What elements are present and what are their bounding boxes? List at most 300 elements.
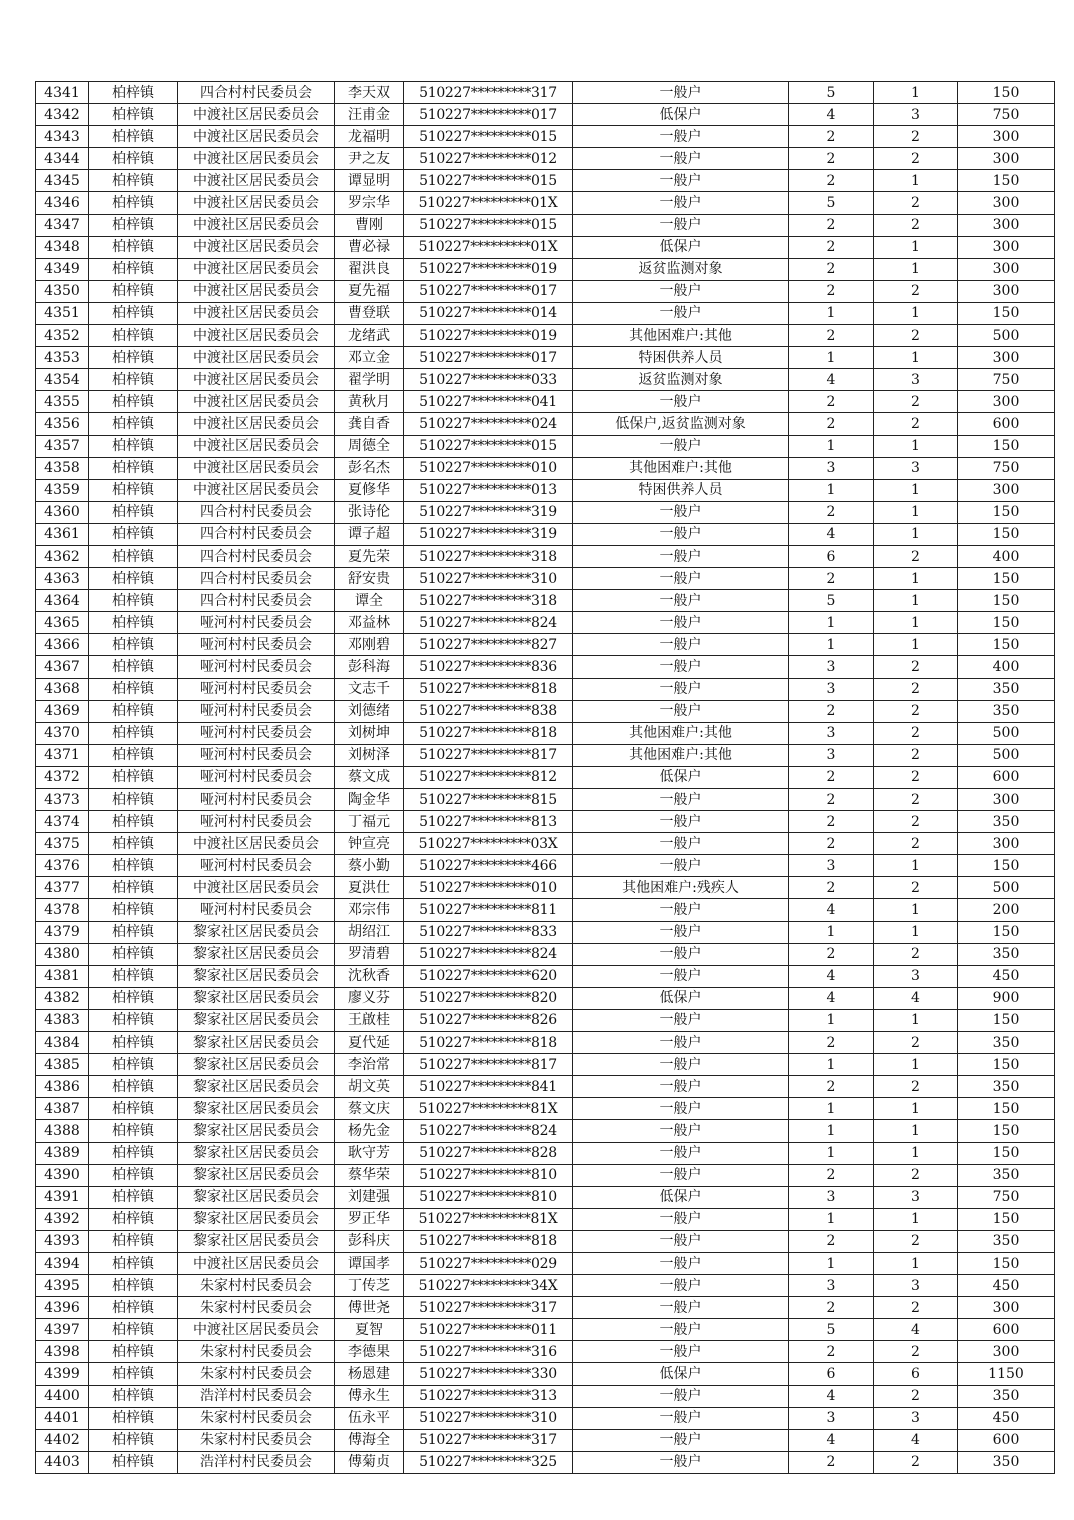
table-row (36, 545, 1055, 567)
table-row (36, 1319, 1055, 1341)
table-row (36, 148, 1055, 170)
subsidized-count-cell: 2 (874, 192, 958, 214)
household-type-cell: 一般户 (573, 789, 789, 811)
household-type-cell: 一般户 (573, 921, 789, 943)
town-cell: 柏梓镇 (89, 766, 178, 788)
committee-cell: 哑河村村民委员会 (178, 634, 335, 656)
household-type-cell: 一般户 (573, 700, 789, 722)
amount-cell: 300 (958, 258, 1055, 280)
committee-cell: 中渡社区居民委员会 (178, 347, 335, 369)
household-type-cell: 一般户 (573, 214, 789, 236)
id-number-cell: 510227*********824 (404, 1120, 573, 1142)
name-cell: 罗清碧 (335, 943, 404, 965)
row-number-cell: 4402 (36, 1429, 89, 1451)
id-number-cell: 510227*********017 (404, 280, 573, 302)
subsidized-count-cell: 1 (874, 236, 958, 258)
town-cell: 柏梓镇 (89, 678, 178, 700)
name-cell: 傅菊贞 (335, 1451, 404, 1473)
town-cell: 柏梓镇 (89, 413, 178, 435)
household-size-cell: 1 (789, 1252, 874, 1274)
subsidized-count-cell: 1 (874, 1120, 958, 1142)
row-number-cell: 4393 (36, 1230, 89, 1252)
row-number-cell: 4364 (36, 590, 89, 612)
household-size-cell: 5 (789, 192, 874, 214)
id-number-cell: 510227*********826 (404, 1009, 573, 1031)
subsidized-count-cell: 1 (874, 1098, 958, 1120)
household-size-cell: 2 (789, 413, 874, 435)
id-number-cell: 510227*********310 (404, 1407, 573, 1429)
table-row (36, 590, 1055, 612)
household-size-cell: 4 (789, 369, 874, 391)
name-cell: 龙福明 (335, 126, 404, 148)
subsidized-count-cell: 1 (874, 479, 958, 501)
table-row (36, 1076, 1055, 1098)
town-cell: 柏梓镇 (89, 921, 178, 943)
household-size-cell: 2 (789, 811, 874, 833)
subsidized-count-cell: 1 (874, 347, 958, 369)
row-number-cell: 4379 (36, 921, 89, 943)
household-size-cell: 2 (789, 325, 874, 347)
row-number-cell: 4386 (36, 1076, 89, 1098)
town-cell: 柏梓镇 (89, 501, 178, 523)
row-number-cell: 4391 (36, 1186, 89, 1208)
household-size-cell: 4 (789, 987, 874, 1009)
row-number-cell: 4390 (36, 1164, 89, 1186)
committee-cell: 四合村村民委员会 (178, 82, 335, 104)
subsidized-count-cell: 2 (874, 148, 958, 170)
name-cell: 汪甫金 (335, 104, 404, 126)
household-size-cell: 2 (789, 568, 874, 590)
amount-cell: 350 (958, 1076, 1055, 1098)
name-cell: 夏修华 (335, 479, 404, 501)
amount-cell: 450 (958, 1275, 1055, 1297)
town-cell: 柏梓镇 (89, 214, 178, 236)
id-number-cell: 510227*********010 (404, 457, 573, 479)
committee-cell: 四合村村民委员会 (178, 590, 335, 612)
town-cell: 柏梓镇 (89, 943, 178, 965)
amount-cell: 150 (958, 170, 1055, 192)
name-cell: 罗正华 (335, 1208, 404, 1230)
row-number-cell: 4366 (36, 634, 89, 656)
town-cell: 柏梓镇 (89, 1186, 178, 1208)
subsidized-count-cell: 2 (874, 877, 958, 899)
town-cell: 柏梓镇 (89, 479, 178, 501)
subsidized-count-cell: 4 (874, 1319, 958, 1341)
town-cell: 柏梓镇 (89, 1275, 178, 1297)
row-number-cell: 4403 (36, 1451, 89, 1473)
row-number-cell: 4353 (36, 347, 89, 369)
name-cell: 丁传芝 (335, 1275, 404, 1297)
table-row (36, 258, 1055, 280)
row-number-cell: 4360 (36, 501, 89, 523)
subsidized-count-cell: 2 (874, 214, 958, 236)
household-size-cell: 2 (789, 501, 874, 523)
name-cell: 谭显明 (335, 170, 404, 192)
household-size-cell: 2 (789, 700, 874, 722)
id-number-cell: 510227*********017 (404, 104, 573, 126)
town-cell: 柏梓镇 (89, 1385, 178, 1407)
household-size-cell: 1 (789, 1009, 874, 1031)
row-number-cell: 4382 (36, 987, 89, 1009)
id-number-cell: 510227*********820 (404, 987, 573, 1009)
committee-cell: 中渡社区居民委员会 (178, 280, 335, 302)
committee-cell: 中渡社区居民委员会 (178, 435, 335, 457)
town-cell: 柏梓镇 (89, 634, 178, 656)
committee-cell: 黎家社区居民委员会 (178, 1164, 335, 1186)
household-size-cell: 2 (789, 280, 874, 302)
row-number-cell: 4350 (36, 280, 89, 302)
household-type-cell: 特困供养人员 (573, 347, 789, 369)
amount-cell: 150 (958, 612, 1055, 634)
table-row (36, 1252, 1055, 1274)
amount-cell: 600 (958, 413, 1055, 435)
committee-cell: 哑河村村民委员会 (178, 744, 335, 766)
row-number-cell: 4357 (36, 435, 89, 457)
row-number-cell: 4345 (36, 170, 89, 192)
id-number-cell: 510227*********466 (404, 855, 573, 877)
town-cell: 柏梓镇 (89, 347, 178, 369)
subsidized-count-cell: 2 (874, 1385, 958, 1407)
amount-cell: 350 (958, 1032, 1055, 1054)
household-size-cell: 2 (789, 148, 874, 170)
id-number-cell: 510227*********827 (404, 634, 573, 656)
id-number-cell: 510227*********017 (404, 347, 573, 369)
town-cell: 柏梓镇 (89, 236, 178, 258)
committee-cell: 中渡社区居民委员会 (178, 1319, 335, 1341)
id-number-cell: 510227*********317 (404, 82, 573, 104)
household-type-cell: 一般户 (573, 391, 789, 413)
subsidized-count-cell: 3 (874, 104, 958, 126)
town-cell: 柏梓镇 (89, 545, 178, 567)
id-number-cell: 510227*********041 (404, 391, 573, 413)
table-row (36, 634, 1055, 656)
subsidized-count-cell: 3 (874, 965, 958, 987)
table-row (36, 126, 1055, 148)
amount-cell: 600 (958, 766, 1055, 788)
amount-cell: 150 (958, 1208, 1055, 1230)
row-number-cell: 4377 (36, 877, 89, 899)
household-type-cell: 一般户 (573, 170, 789, 192)
town-cell: 柏梓镇 (89, 1142, 178, 1164)
table-row (36, 722, 1055, 744)
id-number-cell: 510227*********010 (404, 877, 573, 899)
id-number-cell: 510227*********319 (404, 501, 573, 523)
id-number-cell: 510227*********330 (404, 1363, 573, 1385)
household-size-cell: 2 (789, 1341, 874, 1363)
committee-cell: 哑河村村民委员会 (178, 855, 335, 877)
amount-cell: 450 (958, 965, 1055, 987)
household-type-cell: 一般户 (573, 1098, 789, 1120)
row-number-cell: 4362 (36, 545, 89, 567)
table-row (36, 1054, 1055, 1076)
household-type-cell: 一般户 (573, 1208, 789, 1230)
household-type-cell: 一般户 (573, 192, 789, 214)
town-cell: 柏梓镇 (89, 1319, 178, 1341)
name-cell: 曹必禄 (335, 236, 404, 258)
committee-cell: 哑河村村民委员会 (178, 722, 335, 744)
household-type-cell: 一般户 (573, 1297, 789, 1319)
row-number-cell: 4376 (36, 855, 89, 877)
id-number-cell: 510227*********813 (404, 811, 573, 833)
id-number-cell: 510227*********015 (404, 126, 573, 148)
committee-cell: 哑河村村民委员会 (178, 766, 335, 788)
id-number-cell: 510227*********81X (404, 1208, 573, 1230)
id-number-cell: 510227*********015 (404, 214, 573, 236)
row-number-cell: 4401 (36, 1407, 89, 1429)
subsidized-count-cell: 2 (874, 811, 958, 833)
household-size-cell: 1 (789, 612, 874, 634)
household-size-cell: 2 (789, 789, 874, 811)
id-number-cell: 510227*********828 (404, 1142, 573, 1164)
household-type-cell: 其他困难户:其他 (573, 722, 789, 744)
id-number-cell: 510227*********011 (404, 1319, 573, 1341)
committee-cell: 哑河村村民委员会 (178, 678, 335, 700)
id-number-cell: 510227*********810 (404, 1164, 573, 1186)
amount-cell: 500 (958, 722, 1055, 744)
amount-cell: 150 (958, 1009, 1055, 1031)
row-number-cell: 4370 (36, 722, 89, 744)
subsidized-count-cell: 2 (874, 789, 958, 811)
name-cell: 丁福元 (335, 811, 404, 833)
amount-cell: 150 (958, 1120, 1055, 1142)
household-type-cell: 一般户 (573, 1230, 789, 1252)
name-cell: 蔡华荣 (335, 1164, 404, 1186)
household-size-cell: 1 (789, 1208, 874, 1230)
id-number-cell: 510227*********03X (404, 833, 573, 855)
household-size-cell: 2 (789, 766, 874, 788)
row-number-cell: 4374 (36, 811, 89, 833)
household-size-cell: 3 (789, 855, 874, 877)
household-size-cell: 3 (789, 744, 874, 766)
row-number-cell: 4343 (36, 126, 89, 148)
household-size-cell: 6 (789, 545, 874, 567)
table-row (36, 1230, 1055, 1252)
town-cell: 柏梓镇 (89, 965, 178, 987)
household-size-cell: 1 (789, 634, 874, 656)
household-type-cell: 一般户 (573, 1120, 789, 1142)
amount-cell: 350 (958, 700, 1055, 722)
table-row (36, 391, 1055, 413)
household-type-cell: 一般户 (573, 302, 789, 324)
name-cell: 文志千 (335, 678, 404, 700)
amount-cell: 350 (958, 678, 1055, 700)
household-type-cell: 一般户 (573, 1164, 789, 1186)
name-cell: 曹刚 (335, 214, 404, 236)
table-row (36, 678, 1055, 700)
id-number-cell: 510227*********34X (404, 1275, 573, 1297)
household-size-cell: 6 (789, 1363, 874, 1385)
id-number-cell: 510227*********317 (404, 1429, 573, 1451)
name-cell: 彭名杰 (335, 457, 404, 479)
household-size-cell: 2 (789, 1451, 874, 1473)
town-cell: 柏梓镇 (89, 1120, 178, 1142)
table-row (36, 280, 1055, 302)
amount-cell: 150 (958, 855, 1055, 877)
id-number-cell: 510227*********836 (404, 656, 573, 678)
town-cell: 柏梓镇 (89, 1208, 178, 1230)
name-cell: 夏先福 (335, 280, 404, 302)
committee-cell: 中渡社区居民委员会 (178, 833, 335, 855)
household-type-cell: 一般户 (573, 678, 789, 700)
committee-cell: 黎家社区居民委员会 (178, 1009, 335, 1031)
table-row (36, 568, 1055, 590)
id-number-cell: 510227*********313 (404, 1385, 573, 1407)
town-cell: 柏梓镇 (89, 877, 178, 899)
table-row (36, 82, 1055, 104)
committee-cell: 黎家社区居民委员会 (178, 1098, 335, 1120)
table-row (36, 1186, 1055, 1208)
amount-cell: 450 (958, 1407, 1055, 1429)
name-cell: 傅永生 (335, 1385, 404, 1407)
table-row (36, 987, 1055, 1009)
town-cell: 柏梓镇 (89, 987, 178, 1009)
id-number-cell: 510227*********033 (404, 369, 573, 391)
subsidized-count-cell: 2 (874, 126, 958, 148)
town-cell: 柏梓镇 (89, 855, 178, 877)
amount-cell: 300 (958, 148, 1055, 170)
id-number-cell: 510227*********01X (404, 236, 573, 258)
amount-cell: 150 (958, 302, 1055, 324)
subsidized-count-cell: 2 (874, 766, 958, 788)
subsidized-count-cell: 1 (874, 855, 958, 877)
id-number-cell: 510227*********019 (404, 258, 573, 280)
amount-cell: 750 (958, 104, 1055, 126)
household-type-cell: 低保户 (573, 104, 789, 126)
id-number-cell: 510227*********811 (404, 899, 573, 921)
subsidized-count-cell: 1 (874, 634, 958, 656)
household-size-cell: 3 (789, 1186, 874, 1208)
amount-cell: 350 (958, 943, 1055, 965)
id-number-cell: 510227*********012 (404, 148, 573, 170)
amount-cell: 400 (958, 545, 1055, 567)
name-cell: 邓宗伟 (335, 899, 404, 921)
town-cell: 柏梓镇 (89, 1252, 178, 1274)
subsidized-count-cell: 1 (874, 501, 958, 523)
id-number-cell: 510227*********019 (404, 325, 573, 347)
subsidized-count-cell: 2 (874, 325, 958, 347)
committee-cell: 浩洋村村民委员会 (178, 1385, 335, 1407)
id-number-cell: 510227*********316 (404, 1341, 573, 1363)
subsidized-count-cell: 2 (874, 744, 958, 766)
id-number-cell: 510227*********841 (404, 1076, 573, 1098)
household-type-cell: 一般户 (573, 943, 789, 965)
town-cell: 柏梓镇 (89, 899, 178, 921)
amount-cell: 150 (958, 501, 1055, 523)
committee-cell: 哑河村村民委员会 (178, 612, 335, 634)
household-type-cell: 低保户 (573, 236, 789, 258)
committee-cell: 朱家村村民委员会 (178, 1341, 335, 1363)
town-cell: 柏梓镇 (89, 833, 178, 855)
table-row (36, 1208, 1055, 1230)
subsidized-count-cell: 2 (874, 1297, 958, 1319)
name-cell: 伍永平 (335, 1407, 404, 1429)
name-cell: 张诗伦 (335, 501, 404, 523)
town-cell: 柏梓镇 (89, 280, 178, 302)
id-number-cell: 510227*********815 (404, 789, 573, 811)
table-row (36, 811, 1055, 833)
committee-cell: 黎家社区居民委员会 (178, 1054, 335, 1076)
town-cell: 柏梓镇 (89, 104, 178, 126)
subsidized-count-cell: 1 (874, 1009, 958, 1031)
subsidized-count-cell: 3 (874, 457, 958, 479)
amount-cell: 150 (958, 1054, 1055, 1076)
row-number-cell: 4342 (36, 104, 89, 126)
town-cell: 柏梓镇 (89, 1009, 178, 1031)
committee-cell: 黎家社区居民委员会 (178, 1186, 335, 1208)
household-size-cell: 4 (789, 104, 874, 126)
name-cell: 杨恩建 (335, 1363, 404, 1385)
table-row (36, 170, 1055, 192)
committee-cell: 中渡社区居民委员会 (178, 236, 335, 258)
committee-cell: 黎家社区居民委员会 (178, 965, 335, 987)
subsidized-count-cell: 2 (874, 1230, 958, 1252)
committee-cell: 哑河村村民委员会 (178, 656, 335, 678)
id-number-cell: 510227*********014 (404, 302, 573, 324)
name-cell: 蔡文庆 (335, 1098, 404, 1120)
household-size-cell: 2 (789, 258, 874, 280)
household-size-cell: 1 (789, 302, 874, 324)
row-number-cell: 4356 (36, 413, 89, 435)
row-number-cell: 4381 (36, 965, 89, 987)
amount-cell: 300 (958, 192, 1055, 214)
committee-cell: 四合村村民委员会 (178, 501, 335, 523)
committee-cell: 朱家村村民委员会 (178, 1275, 335, 1297)
table-row (36, 479, 1055, 501)
household-size-cell: 2 (789, 1164, 874, 1186)
committee-cell: 黎家社区居民委员会 (178, 1076, 335, 1098)
household-size-cell: 2 (789, 236, 874, 258)
row-number-cell: 4365 (36, 612, 89, 634)
town-cell: 柏梓镇 (89, 170, 178, 192)
household-type-cell: 一般户 (573, 280, 789, 302)
town-cell: 柏梓镇 (89, 811, 178, 833)
name-cell: 彭科海 (335, 656, 404, 678)
row-number-cell: 4398 (36, 1341, 89, 1363)
amount-cell: 150 (958, 1142, 1055, 1164)
row-number-cell: 4352 (36, 325, 89, 347)
name-cell: 邓立金 (335, 347, 404, 369)
row-number-cell: 4351 (36, 302, 89, 324)
name-cell: 刘建强 (335, 1186, 404, 1208)
town-cell: 柏梓镇 (89, 1363, 178, 1385)
name-cell: 谭子超 (335, 523, 404, 545)
town-cell: 柏梓镇 (89, 1164, 178, 1186)
household-size-cell: 2 (789, 214, 874, 236)
table-row (36, 214, 1055, 236)
household-type-cell: 返贫监测对象 (573, 369, 789, 391)
table-row (36, 1297, 1055, 1319)
subsidized-count-cell: 1 (874, 612, 958, 634)
amount-cell: 200 (958, 899, 1055, 921)
household-size-cell: 3 (789, 722, 874, 744)
row-number-cell: 4394 (36, 1252, 89, 1274)
household-size-cell: 5 (789, 590, 874, 612)
table-row (36, 192, 1055, 214)
subsidized-count-cell: 2 (874, 280, 958, 302)
amount-cell: 150 (958, 1098, 1055, 1120)
household-type-cell: 一般户 (573, 833, 789, 855)
table-row (36, 789, 1055, 811)
town-cell: 柏梓镇 (89, 590, 178, 612)
amount-cell: 300 (958, 126, 1055, 148)
town-cell: 柏梓镇 (89, 523, 178, 545)
household-type-cell: 一般户 (573, 1076, 789, 1098)
committee-cell: 中渡社区居民委员会 (178, 170, 335, 192)
household-type-cell: 低保户 (573, 766, 789, 788)
name-cell: 龚自香 (335, 413, 404, 435)
household-type-cell: 一般户 (573, 1054, 789, 1076)
row-number-cell: 4372 (36, 766, 89, 788)
